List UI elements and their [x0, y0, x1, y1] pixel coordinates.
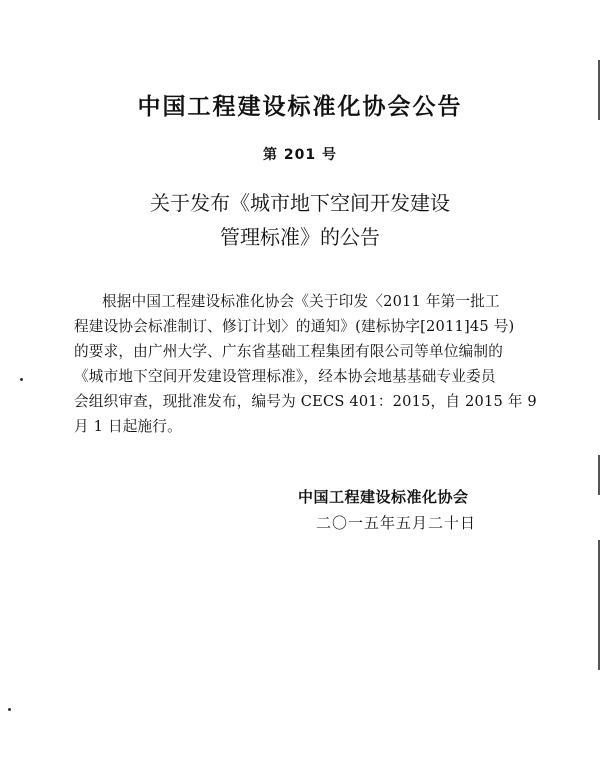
body-line: 程建设协会标准制订、修订计划〉的通知》(建标协字[2011]45 号) [74, 318, 515, 335]
subtitle-line-2: 管理标准》的公告 [220, 225, 380, 249]
body-line: 《城市地下空间开发建设管理标准》，经本协会地基基础专业委员 [74, 368, 496, 385]
body-line: 的要求，由广州大学、广东省基础工程集团有限公司等单位编制的 [74, 343, 504, 360]
signature-block [298, 484, 476, 536]
body-line: 根据中国工程建设标准化协会《关于印发〈2011 年第一批工 [102, 293, 500, 310]
signature-organization: 中国工程建设标准化协会 [298, 488, 469, 506]
body-line: 月 1 日起施行。 [74, 418, 182, 435]
announcement-subtitle [0, 186, 600, 254]
scan-speck [20, 378, 23, 381]
subtitle-line-1: 关于发布《城市地下空间开发建设 [150, 191, 450, 215]
scan-speck [8, 708, 11, 711]
announcement-number: 第 201 号 [263, 147, 337, 163]
body-line: 会组织审查，现批准发布，编号为 CECS 401：2015，自 2015 年 9 [74, 393, 537, 410]
announcement-heading: 中国工程建设标准化协会公告 [137, 94, 463, 120]
signature-date: 二〇一五年五月二十日 [316, 514, 477, 532]
announcement-body [74, 289, 536, 439]
